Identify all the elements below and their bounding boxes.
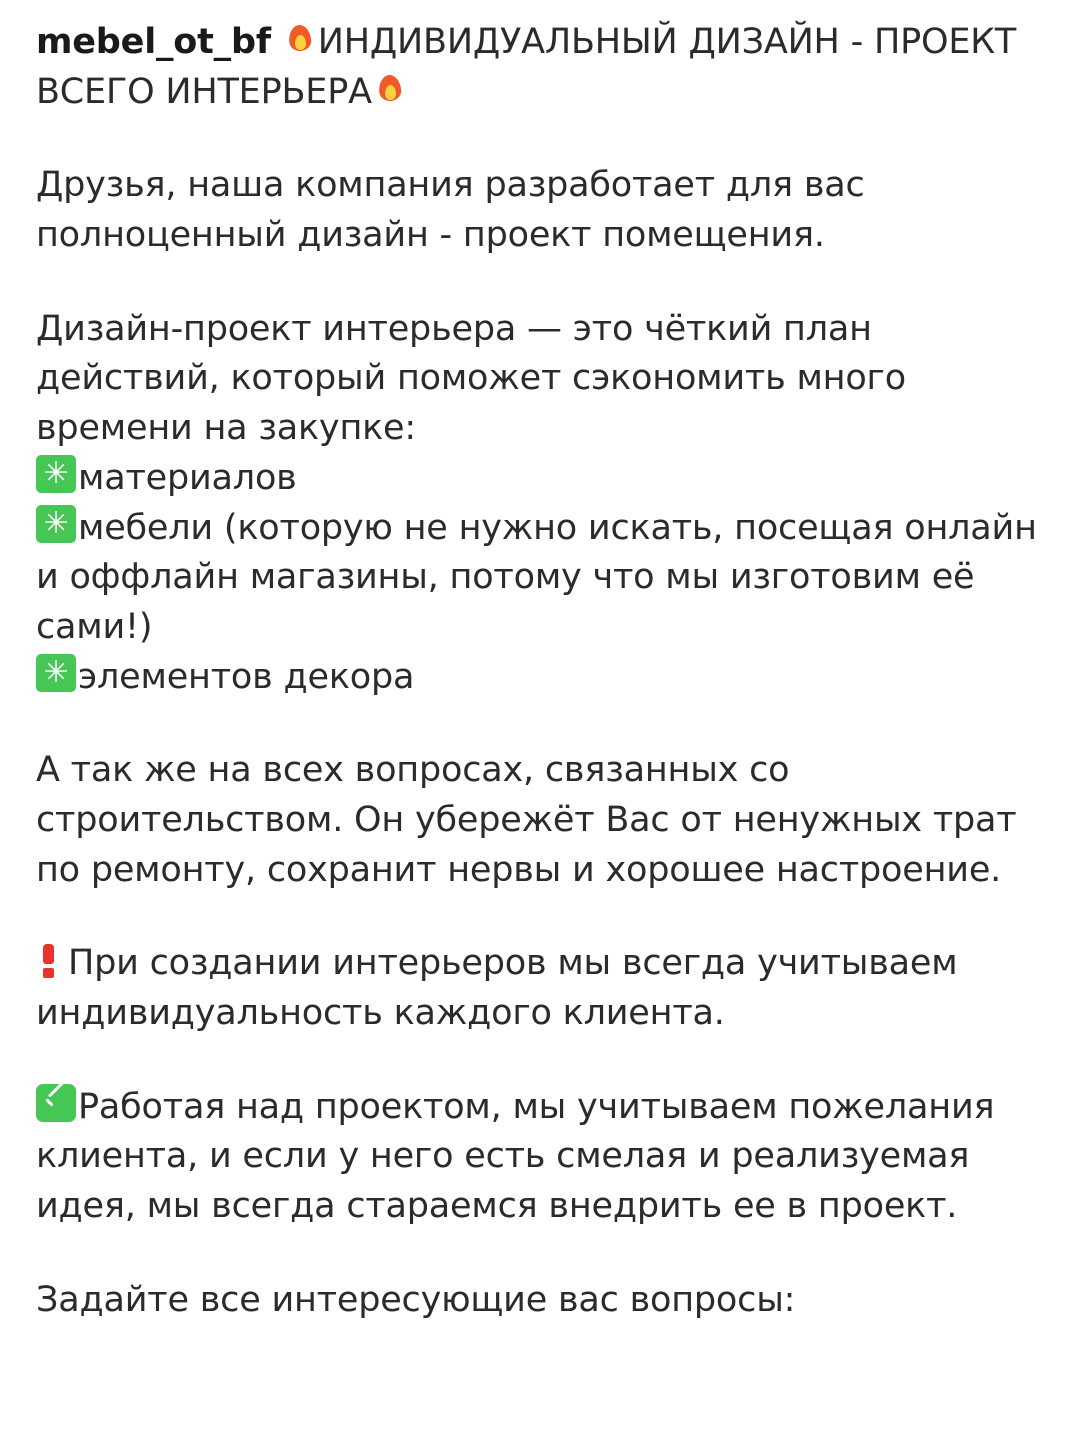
list-item-furniture (36, 504, 1048, 653)
sparkle-icon (36, 505, 76, 543)
paragraph-individuality-text: При создании интерьеров мы всегда учитываем индивидуальность каждого клиента. (36, 943, 969, 1033)
sparkle-icon (36, 654, 76, 692)
paragraph-gap (36, 261, 1044, 305)
paragraph-intro: Друзья, наша компания разработает для вас полноценный дизайн - проект помещения. (36, 165, 876, 256)
list-item-materials-label: материалов (78, 457, 297, 498)
paragraph-gap (36, 702, 1044, 746)
list-item-furniture-label: мебели (которую не нужно искать, посещая онлайн и оффлайн магазины, потому что мы изготовим её сами!) (36, 507, 1048, 647)
paragraph-definition: Дизайн-проект интерьера — это чёткий план действий, который поможет сэкономить много времени на закупке: (36, 308, 917, 449)
exclamation-icon (36, 940, 62, 978)
sparkle-icon (36, 455, 76, 493)
paragraph-client-wishes-text: Работая над проектом, мы учитываем пожелания клиента, и если у него есть смелая и реализуемая идея, мы всегда стараемся внедрить ее в проект. (36, 1086, 1006, 1227)
paragraph-individuality (36, 939, 1044, 1038)
list-item-materials (36, 454, 1044, 504)
list-item-decor-label: элементов декора (78, 656, 415, 697)
caption-title-line (36, 18, 1044, 117)
fire-icon (283, 19, 317, 57)
post-title: ИНДИВИДУАЛЬНЫЙ ДИЗАЙН - ПРОЕКТ ВСЕГО ИНТЕРЬЕРА (36, 22, 1028, 112)
list-item-decor (36, 653, 1044, 703)
title-space (271, 22, 282, 62)
paragraph-client-wishes (36, 1083, 1044, 1232)
paragraph-construction: А так же на всех вопросах, связанных со строительством. Он убережёт Вас от ненужных трат по ремонту, сохранит нервы и хорошее настроение. (36, 750, 1028, 890)
paragraph-gap (36, 1039, 1044, 1083)
paragraph-gap (36, 117, 1044, 161)
fire-icon (373, 69, 407, 107)
username[interactable]: mebel_ot_bf (36, 22, 271, 62)
check-mark-icon (36, 1084, 76, 1122)
paragraph-questions: Задайте все интересующие вас вопросы: (36, 1279, 796, 1320)
paragraph-gap (36, 895, 1044, 939)
paragraph-gap (36, 1232, 1044, 1276)
